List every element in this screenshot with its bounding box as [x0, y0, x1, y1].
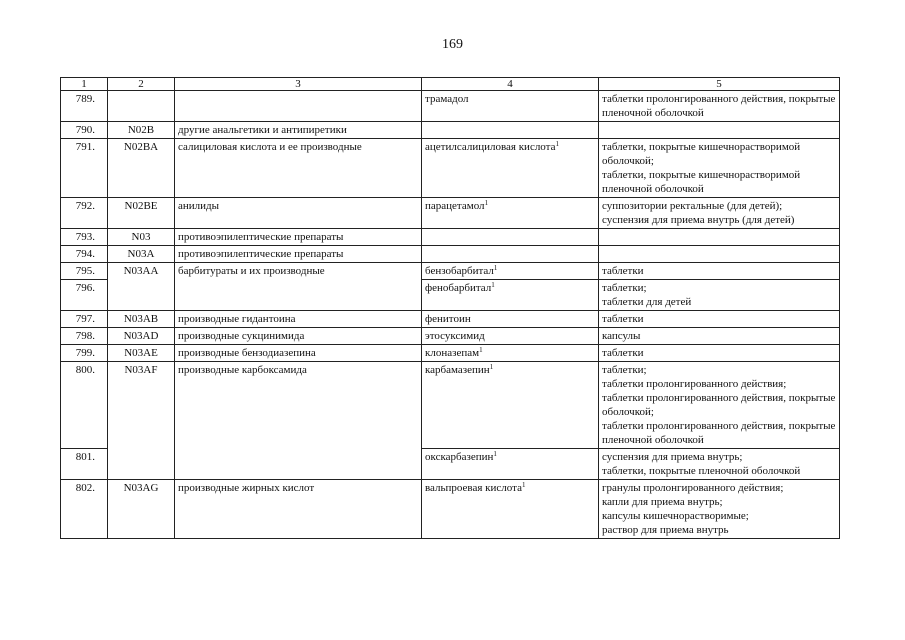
drug-name: клоназепам$^1$: [422, 345, 599, 362]
atc-code: N03AF: [108, 362, 175, 480]
dosage-forms: [599, 328, 840, 345]
dosage-form-line: таблетки, покрытые кишечнорастворимой пленочной оболочкой: [602, 169, 801, 195]
group-name: салициловая кислота и ее производные: [175, 139, 422, 198]
group-name: анилиды: [175, 198, 422, 229]
dosage-form-line: суспензия для приема внутрь;: [602, 451, 743, 463]
footnote-mark: 1: [479, 346, 483, 354]
header-cell: 2: [108, 78, 175, 91]
dosage-form-line: таблетки: [602, 265, 644, 277]
table-row: [61, 91, 840, 122]
dosage-forms: [599, 139, 840, 198]
drug-name: [422, 246, 599, 263]
dosage-form-line: таблетки: [602, 347, 644, 359]
drug-name: [422, 122, 599, 139]
table-row: [61, 139, 840, 198]
dosage-forms: [599, 311, 840, 328]
dosage-forms: [599, 91, 840, 122]
dosage-form-line: гранулы пролонгированного действия;: [602, 482, 784, 494]
dosage-forms: [599, 229, 840, 246]
atc-code: N03AB: [108, 311, 175, 328]
table-header-row: [61, 78, 840, 91]
drug-table: [60, 77, 840, 539]
table-row: [61, 311, 840, 328]
table-row: [61, 263, 840, 280]
dosage-forms: [599, 246, 840, 263]
dosage-form-line: таблетки для детей: [602, 296, 692, 308]
drug-name: вальпроевая кислота$^1$: [422, 480, 599, 539]
table-row: [61, 328, 840, 345]
drug-name: окскарбазепин$^1$: [422, 449, 599, 480]
atc-code: N03A: [108, 246, 175, 263]
drug-name: бензобарбитал$^1$: [422, 263, 599, 280]
group-name: производные бензодиазепина: [175, 345, 422, 362]
dosage-form-line: таблетки пролонгированного действия, покрытые пленочной оболочкой: [602, 420, 836, 446]
atc-code: [108, 91, 175, 122]
row-number: 793.: [61, 229, 108, 246]
dosage-form-line: таблетки;: [602, 364, 647, 376]
group-name: производные жирных кислот: [175, 480, 422, 539]
footnote-mark: 1: [555, 140, 559, 148]
dosage-form-line: таблетки пролонгированного действия;: [602, 378, 787, 390]
group-name: противоэпилептические препараты: [175, 229, 422, 246]
dosage-forms: [599, 345, 840, 362]
atc-code: N03AD: [108, 328, 175, 345]
header-cell: 3: [175, 78, 422, 91]
row-number: 794.: [61, 246, 108, 263]
header-cell: 1: [61, 78, 108, 91]
group-name: производные сукцинимида: [175, 328, 422, 345]
atc-code: N03: [108, 229, 175, 246]
dosage-form-line: раствор для приема внутрь: [602, 524, 729, 536]
atc-code: N03AE: [108, 345, 175, 362]
footnote-mark: 1: [491, 281, 495, 289]
table-row: [61, 362, 840, 449]
dosage-form-line: таблетки, покрытые пленочной оболочкой: [602, 465, 801, 477]
drug-name: карбамазепин$^1$: [422, 362, 599, 449]
group-name: другие анальгетики и антипиретики: [175, 122, 422, 139]
row-number: 797.: [61, 311, 108, 328]
drug-name: [422, 229, 599, 246]
table-row: [61, 122, 840, 139]
row-number: 790.: [61, 122, 108, 139]
dosage-forms: [599, 449, 840, 480]
dosage-form-line: таблетки: [602, 313, 644, 325]
dosage-form-line: капсулы кишечнорастворимые;: [602, 510, 749, 522]
row-number: 789.: [61, 91, 108, 122]
row-number: 800.: [61, 362, 108, 449]
atc-code: N02B: [108, 122, 175, 139]
footnote-mark: 1: [484, 199, 489, 207]
dosage-form-line: таблетки пролонгированного действия, покрытые пленочной оболочкой: [602, 93, 836, 119]
drug-name: этосуксимид: [422, 328, 599, 345]
drug-name: парацетамол$^1$: [422, 198, 599, 229]
dosage-form-line: таблетки, покрытые кишечнорастворимой оболочкой;: [602, 141, 801, 167]
dosage-form-line: суппозитории ректальные (для детей);: [602, 200, 783, 212]
drug-name: ацетилсалициловая кислота$^1$: [422, 139, 599, 198]
row-number: 791.: [61, 139, 108, 198]
footnote-mark: 1: [521, 481, 526, 489]
dosage-forms: [599, 362, 840, 449]
table-row: [61, 229, 840, 246]
row-number: 792.: [61, 198, 108, 229]
footnote-mark: 1: [493, 264, 498, 272]
footnote-mark: 1: [493, 450, 497, 458]
table-row: [61, 345, 840, 362]
dosage-forms: [599, 263, 840, 280]
atc-code: N02BA: [108, 139, 175, 198]
group-name: [175, 91, 422, 122]
atc-code: N03AG: [108, 480, 175, 539]
dosage-form-line: капли для приема внутрь;: [602, 496, 723, 508]
dosage-forms: [599, 480, 840, 539]
table-row: [61, 246, 840, 263]
dosage-form-line: суспензия для приема внутрь (для детей): [602, 214, 795, 226]
footnote-mark: 1: [489, 363, 494, 371]
group-name: барбитураты и их производные: [175, 263, 422, 311]
atc-code: N03AA: [108, 263, 175, 311]
dosage-forms: [599, 280, 840, 311]
dosage-forms: [599, 122, 840, 139]
row-number: 796.: [61, 280, 108, 311]
dosage-form-line: таблетки;: [602, 282, 647, 294]
row-number: 801.: [61, 449, 108, 480]
atc-code: N02BE: [108, 198, 175, 229]
drug-name: фенобарбитал$^1$: [422, 280, 599, 311]
group-name: производные гидантоина: [175, 311, 422, 328]
row-number: 798.: [61, 328, 108, 345]
row-number: 802.: [61, 480, 108, 539]
row-number: 799.: [61, 345, 108, 362]
row-number: 795.: [61, 263, 108, 280]
group-name: производные карбоксамида: [175, 362, 422, 480]
dosage-form-line: капсулы: [602, 330, 641, 342]
drug-name: фенитоин: [422, 311, 599, 328]
header-cell: 4: [422, 78, 599, 91]
table-row: [61, 480, 840, 539]
drug-name: трамадол: [422, 91, 599, 122]
group-name: противоэпилептические препараты: [175, 246, 422, 263]
header-cell: 5: [599, 78, 840, 91]
dosage-forms: [599, 198, 840, 229]
page-number: 169: [442, 37, 463, 52]
table-row: [61, 198, 840, 229]
dosage-form-line: таблетки пролонгированного действия, покрытые оболочкой;: [602, 392, 836, 418]
